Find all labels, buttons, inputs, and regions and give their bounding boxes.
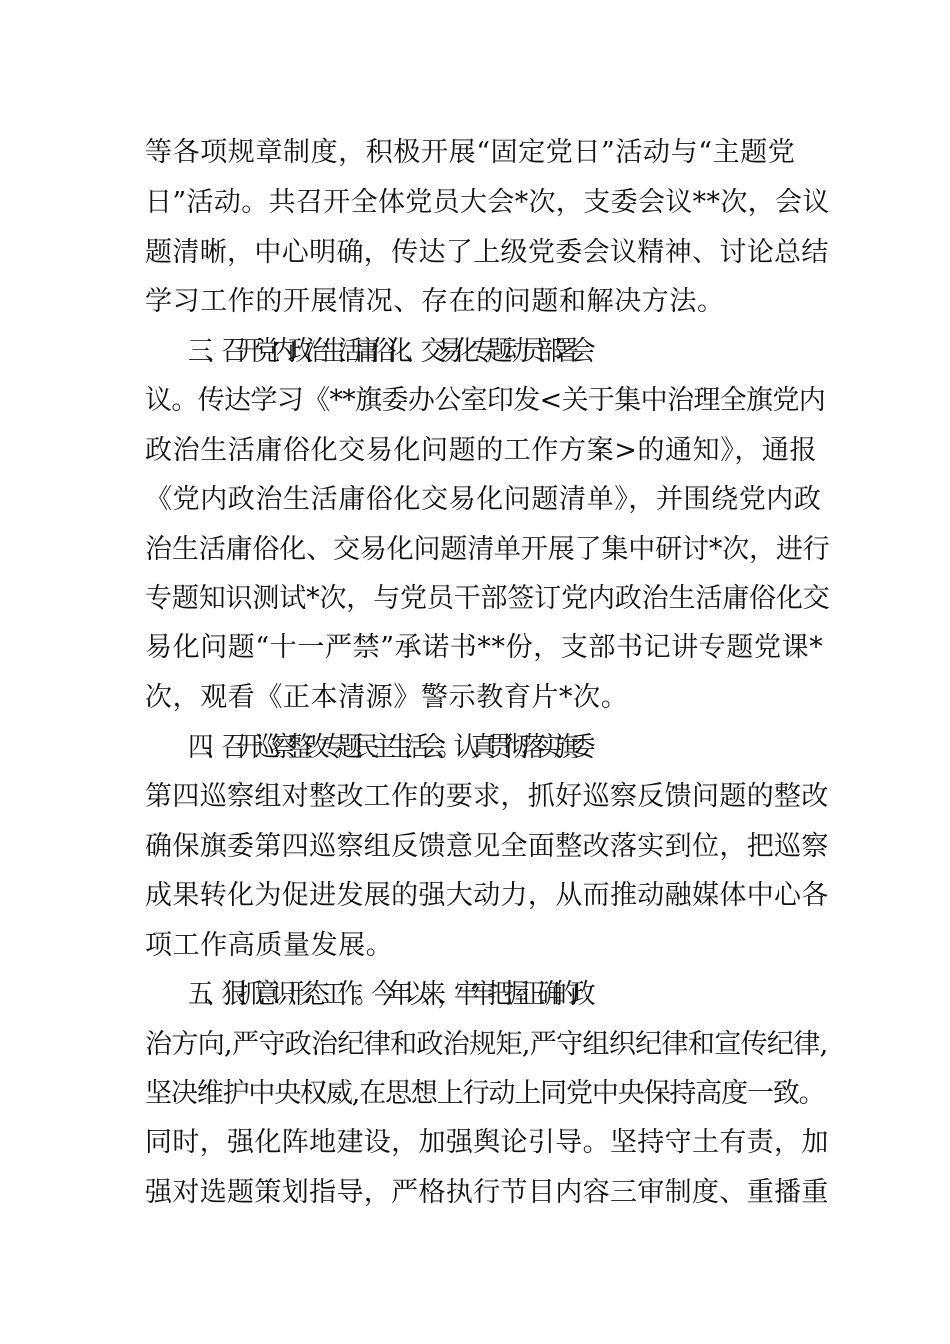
paragraph-line-indent: 四、召开巡察整改专题民主生活会。认真贯彻落实旗委: [188, 732, 587, 763]
paragraph-line: 成果转化为促进发展的强大动力，从而推动融媒体中心各: [145, 880, 829, 911]
paragraph-line: 第四巡察组对整改工作的要求，抓好巡察反馈问题的整改: [145, 781, 829, 812]
paragraph-line: 同时，强化阵地建设，加强舆论引导。坚持守土有责，加: [145, 1127, 829, 1158]
paragraph-line: 等各项规章制度，积极开展“固定党日”活动与“主题党: [145, 137, 796, 168]
paragraph-line-indent: 三、召开党内政治生活庸俗化、交易化专题动员部署会: [188, 336, 587, 367]
paragraph-line: 次，观看《正本清源》警示教育片*次。: [145, 682, 629, 713]
paragraph-line: 《党内政治生活庸俗化交易化问题清单》，并围绕党内政: [145, 484, 822, 515]
paragraph-line: 题清晰，中心明确，传达了上级党委会议精神、讨论总结: [145, 237, 829, 268]
paragraph-line: 确保旗委第四巡察组反馈意见全面整改落实到位，把巡察: [145, 831, 829, 862]
paragraph-line-indent: 五、狠抓意识形态工作。今年以来，牢牢把握正确的政: [188, 979, 587, 1010]
paragraph-line: 坚决维护中央权威,在思想上行动上同党中央保持高度一致。: [145, 1078, 825, 1109]
paragraph-line: 强对选题策划指导，严格执行节目内容三审制度、重播重: [145, 1177, 829, 1208]
paragraph-line: 日”活动。共召开全体党员大会*次，支委会议**次，会议: [145, 187, 830, 218]
paragraph-line: 政治生活庸俗化交易化问题的工作方案>的通知》，通报: [145, 435, 818, 466]
paragraph-line: 学习工作的开展情况、存在的问题和解决方法。: [145, 286, 725, 317]
paragraph-line: 治方向,严守政治纪律和政治规矩,严守组织纪律和宣传纪律,: [145, 1029, 828, 1060]
paragraph-line: 项工作高质量发展。: [145, 930, 394, 961]
paragraph-line: 议。传达学习《**旗委办公室印发<关于集中治理全旗党内: [145, 385, 826, 416]
paragraph-line: 易化问题“十一严禁”承诺书**份，支部书记讲专题党课*: [145, 632, 824, 663]
paragraph-line: 专题知识测试*次，与党员干部签订党内政治生活庸俗化交: [145, 583, 830, 614]
paragraph-line: 治生活庸俗化、交易化问题清单开展了集中研讨*次，进行: [145, 534, 830, 565]
